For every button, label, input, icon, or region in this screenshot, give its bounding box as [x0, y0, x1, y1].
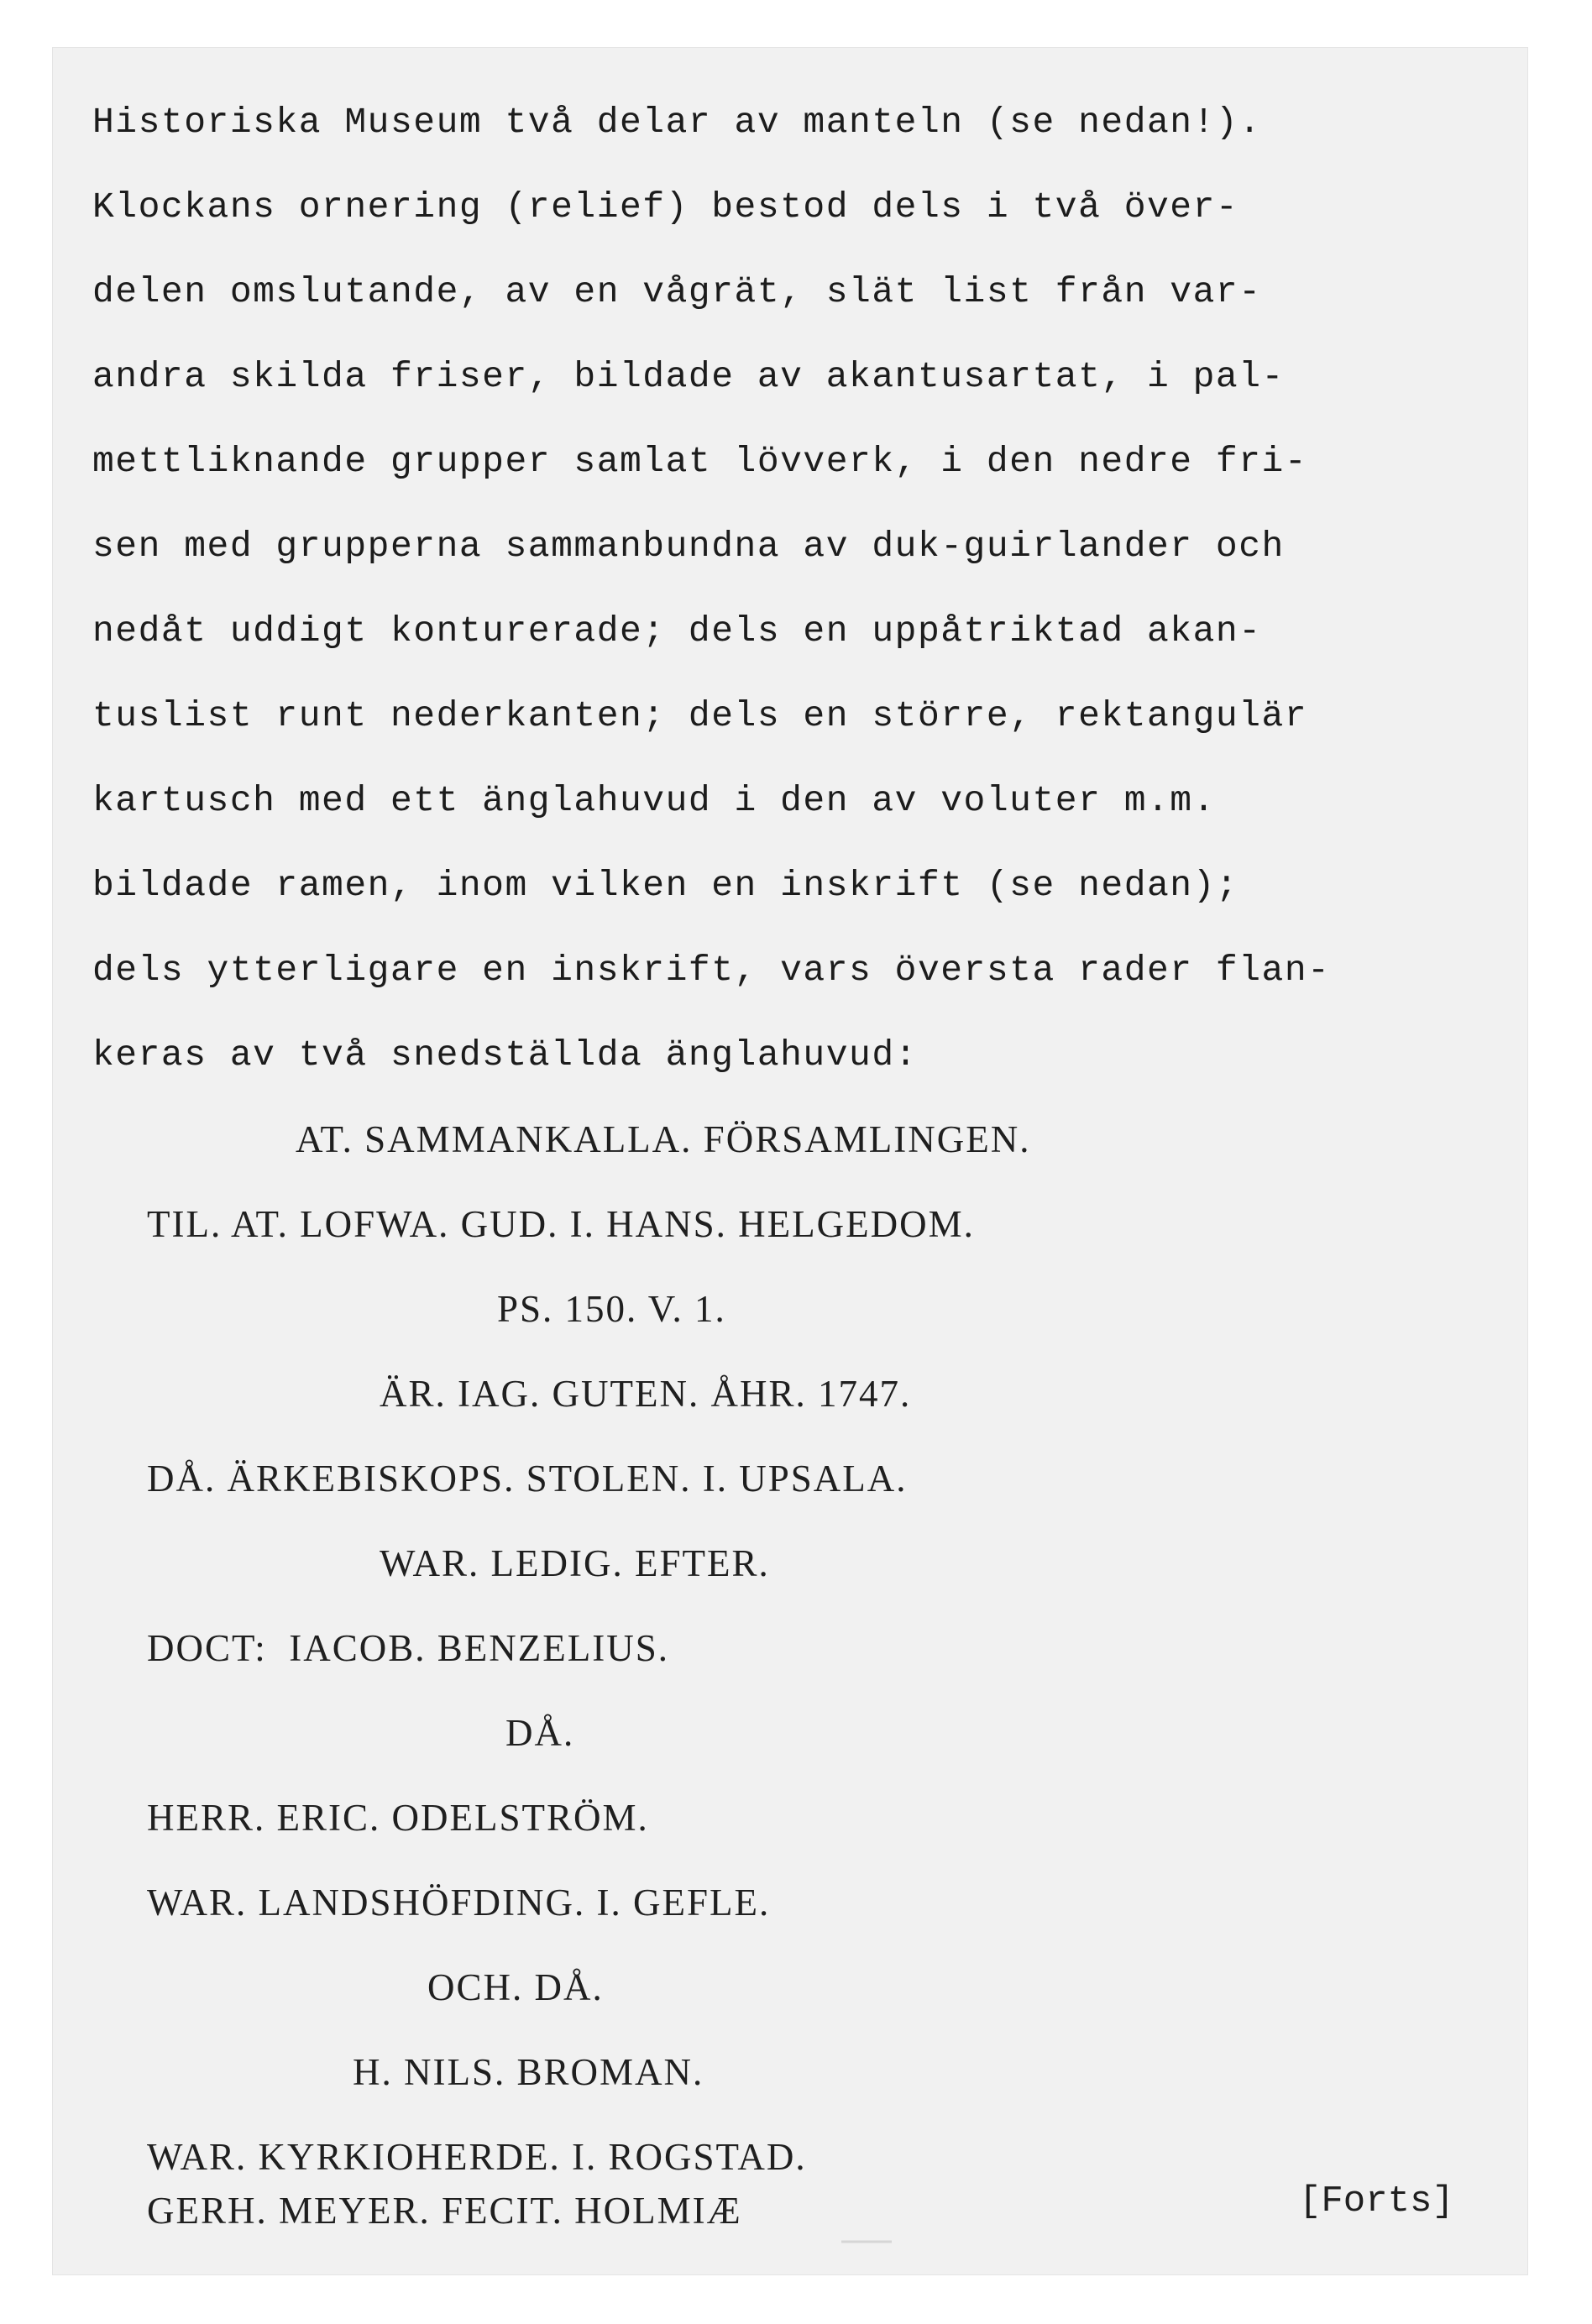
inscription-line: ÄR. IAG. GUTEN. ÅHR. 1747. — [380, 1373, 912, 1415]
inscription-line: WAR. LANDSHÖFDING. I. GEFLE. — [147, 1882, 771, 1924]
inscription-line: HERR. ERIC. ODELSTRÖM. — [147, 1797, 649, 1839]
inscription-line: WAR. KYRKIOHERDE. I. ROGSTAD. — [147, 2136, 807, 2178]
paragraph-line: Klockans ornering (relief) bestod dels i två över- — [92, 186, 1239, 228]
document-page — [52, 47, 1528, 2275]
bleed-through-decoration — [52, 47, 1528, 2275]
inscription-line: H. NILS. BROMAN. — [353, 2051, 704, 2093]
paragraph-line: Historiska Museum två delar av manteln (se nedan!). — [92, 102, 1262, 143]
paragraph-line: tuslist runt nederkanten; dels en större, rektangulär — [92, 695, 1308, 736]
paragraph-line: delen omslutande, av en vågrät, slät list från var- — [92, 271, 1262, 312]
inscription-line: PS. 150. V. 1. — [497, 1288, 726, 1330]
inscription-line: TIL. AT. LOFWA. GUD. I. HANS. HELGEDOM. — [147, 1203, 975, 1245]
paragraph-line: mettliknande grupper samlat lövverk, i den nedre fri- — [92, 441, 1308, 482]
inscription-line: WAR. LEDIG. EFTER. — [380, 1542, 770, 1584]
paragraph-line: dels ytterligare en inskrift, vars översta rader flan- — [92, 950, 1331, 991]
inscription-line: GERH. MEYER. FECIT. HOLMIÆ — [147, 2190, 742, 2232]
inscription-line: DÅ. — [505, 1712, 575, 1754]
paragraph-line: keras av två snedställda änglahuvud: — [92, 1034, 918, 1076]
paragraph-line: bildade ramen, inom vilken en inskrift (se nedan); — [92, 865, 1239, 906]
inscription-line: DÅ. ÄRKEBISKOPS. STOLEN. I. UPSALA. — [147, 1458, 908, 1500]
inscription-line: AT. SAMMANKALLA. FÖRSAMLINGEN. — [296, 1118, 1031, 1160]
inscription-line: OCH. DÅ. — [427, 1966, 604, 2008]
inscription-line: DOCT: IACOB. BENZELIUS. — [147, 1627, 669, 1669]
archive-continuation-label: [Forts] — [1299, 2180, 1454, 2222]
paragraph-line: kartusch med ett änglahuvud i den av voluter m.m. — [92, 780, 1216, 821]
paragraph-line: sen med grupperna sammanbundna av duk-guirlander och — [92, 526, 1285, 567]
paragraph-line: nedåt uddigt konturerade; dels en uppåtriktad akan- — [92, 610, 1262, 652]
paragraph-line: andra skilda friser, bildade av akantusartat, i pal- — [92, 356, 1285, 397]
